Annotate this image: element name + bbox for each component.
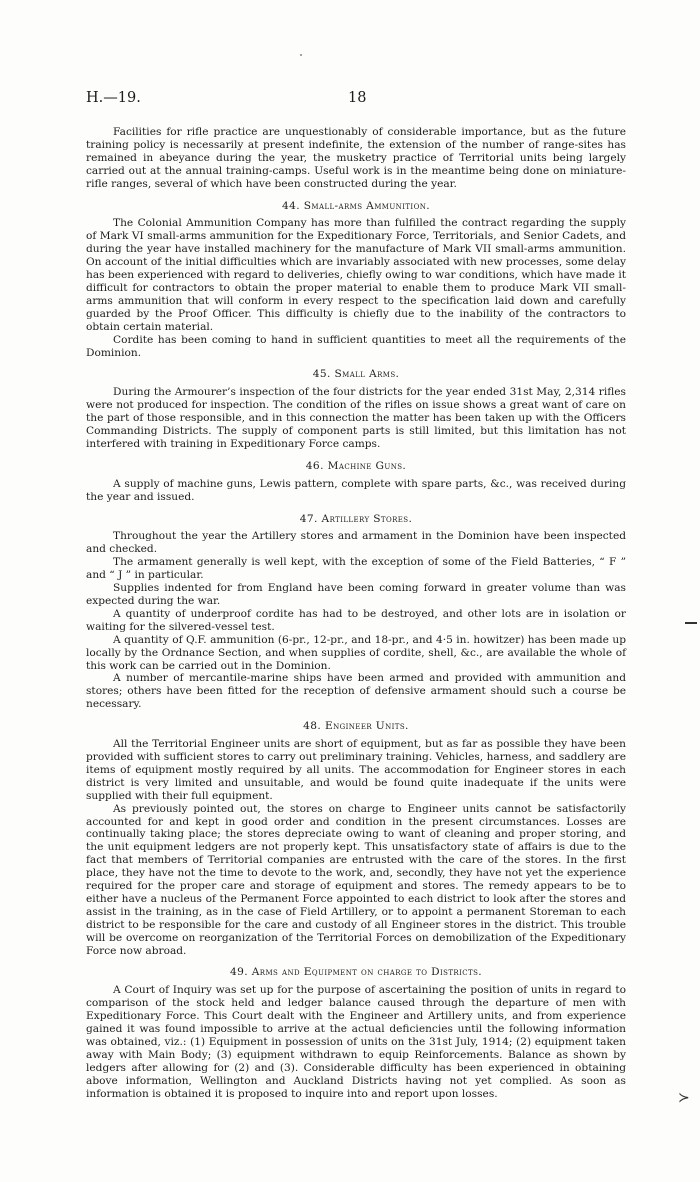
margin-mark — [685, 622, 697, 624]
section-heading: 47. Artillery Stores. — [299, 512, 413, 525]
page-header — [86, 90, 626, 110]
paragraph: A supply of machine guns, Lewis pattern, complete with spare parts, &c., was received during the year and issued. — [86, 477, 626, 503]
section-heading: 48. Engineer Units. — [303, 720, 409, 733]
paragraph: Cordite has been coming to hand in sufficient quantities to meet all the requirements of the Dominion. — [86, 333, 626, 359]
paragraph: A quantity of underproof cordite has had to be destroyed, and other lots are in isolation or waiting for the silvered-vessel test. — [86, 607, 626, 633]
section-47 — [86, 513, 626, 712]
section-49 — [86, 966, 626, 1100]
paragraph: The Colonial Ammunition Company has more than fulfilled the contract regarding the supply of Mark VI small-arms ammunition for the Expeditionary Force, Territorials, and Senior Cadets, and during the year have installed machinery for the manufacture of Mark VII small-arms ammunition. On account of the initial difficulties which are invariably associated with new processes, some delay has been experienced with regard to deliveries, chiefly owing to war conditions, which have made it difficult for contractors to obtain the proper material to enable them to produce Mark VII small-arms ammunition that will conform in every respect to the specification laid down and carefully guarded by the Proof Officer. This difficulty is chiefly due to the inability of the contractors to obtain certain material. — [86, 217, 626, 333]
document-number: H.—19. — [86, 90, 141, 106]
section-46 — [86, 460, 626, 504]
document-body — [86, 126, 626, 1101]
paragraph: All the Territorial Engineer units are short of equipment, but as far as possible they have been provided with sufficient stores to carry out preliminary training. Vehicles, harness, and saddlery are items of equipment mostly required by all units. The accommodation for Engineer stores in each district is very limited and unsuitable, and would be found quite inadequate if the units were supplied with their full equipment. — [86, 738, 626, 802]
section-heading: 46. Machine Guns. — [305, 459, 407, 472]
scan-mark — [300, 54, 302, 56]
paragraph: A number of mercantile-marine ships have been armed and provided with ammunition and stores; others have been fitted for the reception of defensive armament should such a course be necessary. — [86, 672, 626, 711]
section-heading: 49. Arms and Equipment on charge to Districts. — [229, 966, 483, 979]
section-heading: 44. Small-arms Ammunition. — [281, 199, 431, 212]
intro-paragraph: Facilities for rifle practice are unquestionably of considerable importance, but as the future training policy is necessarily at present indefinite, the extension of the number of range-sites has remained in abeyance during the year, the musketry practice of Territorial units being largely carried out at the annual training-camps. Useful work is in the meantime being done on miniature-rifle ranges, several of which have been constructed during the year. — [86, 126, 626, 190]
paragraph: Supplies indented for from England have been coming forward in greater volume than was expected during the war. — [86, 582, 626, 607]
margin-squiggle: ≻ — [678, 1090, 690, 1106]
paragraph: During the Armourer’s inspection of the four districts for the year ended 31st May, 2,314 rifles were not produced for inspection. The condition of the rifles on issue shows a great want of care on the part of those responsible, and in this connection the matter has been taken up with the Officers Commanding Districts. The supply of component parts is still limited, but this limitation has not interfered with training in Expeditionary Force camps. — [86, 386, 626, 450]
section-48 — [86, 720, 626, 957]
paragraph: A Court of Inquiry was set up for the purpose of ascertaining the position of units in regard to comparison of the stock held and ledger balance caused through the departure of men with Expeditionary Force. This Court dealt with the Engineer and Artillery units, and from experience gained it was found impossible to arrive at the actual deficiencies until the following information was obtained, viz.: (1) Equipment in possession of units on the 31st July, 1914; (2) equipment taken away with Main Body; (3) equipment withdrawn to equip Reinforcements. Balance as shown by ledgers after allowing for (2) and (3). Considerable difficulty has been experienced in obtaining above information, Wellington and Auckland Districts having not yet complied. As soon as information is obtained it is proposed to inquire into and report upon losses. — [86, 984, 626, 1100]
section-heading: 45. Small Arms. — [312, 368, 400, 381]
paragraph: The armament generally is well kept, with the exception of some of the Field Batteries, “ F ” and “ J ” in particular. — [86, 556, 626, 582]
section-45 — [86, 368, 626, 450]
section-44 — [86, 200, 626, 360]
page-number: 18 — [348, 90, 367, 106]
paragraph: Throughout the year the Artillery stores and armament in the Dominion have been inspected and checked. — [86, 530, 626, 556]
paragraph: A quantity of Q.F. ammunition (6-pr., 12-pr., and 18-pr., and 4·5 in. howitzer) has been made up locally by the Ordnance Section, and when supplies of cordite, shell, &c., are available the whole of this work can be carried out in the Dominion. — [86, 633, 626, 672]
paragraph: As previously pointed out, the stores on charge to Engineer units cannot be satisfactorily accounted for and kept in good order and condition in the present circumstances. Losses are continually taking place; the stores depreciate owing to want of cleaning and proper storing, and the unit equipment ledgers are not properly kept. This unsatisfactory state of affairs is due to the fact that members of Territorial companies are entrusted with the care of the stores. In the first place, they have not the time to devote to the work, and, secondly, they have not yet the experience required for the proper care and storage of equipment and stores. The remedy appears to be to either have a nucleus of the Permanent Force appointed to each district to look after the stores and assist in the training, as in the case of Field Artillery, or to appoint a permanent Storeman to each district to be responsible for the care and custody of all Engineer stores in the district. This trouble will be overcome on reorganization of the Territorial Forces on demobilization of the Expeditionary Force now abroad. — [86, 802, 626, 957]
